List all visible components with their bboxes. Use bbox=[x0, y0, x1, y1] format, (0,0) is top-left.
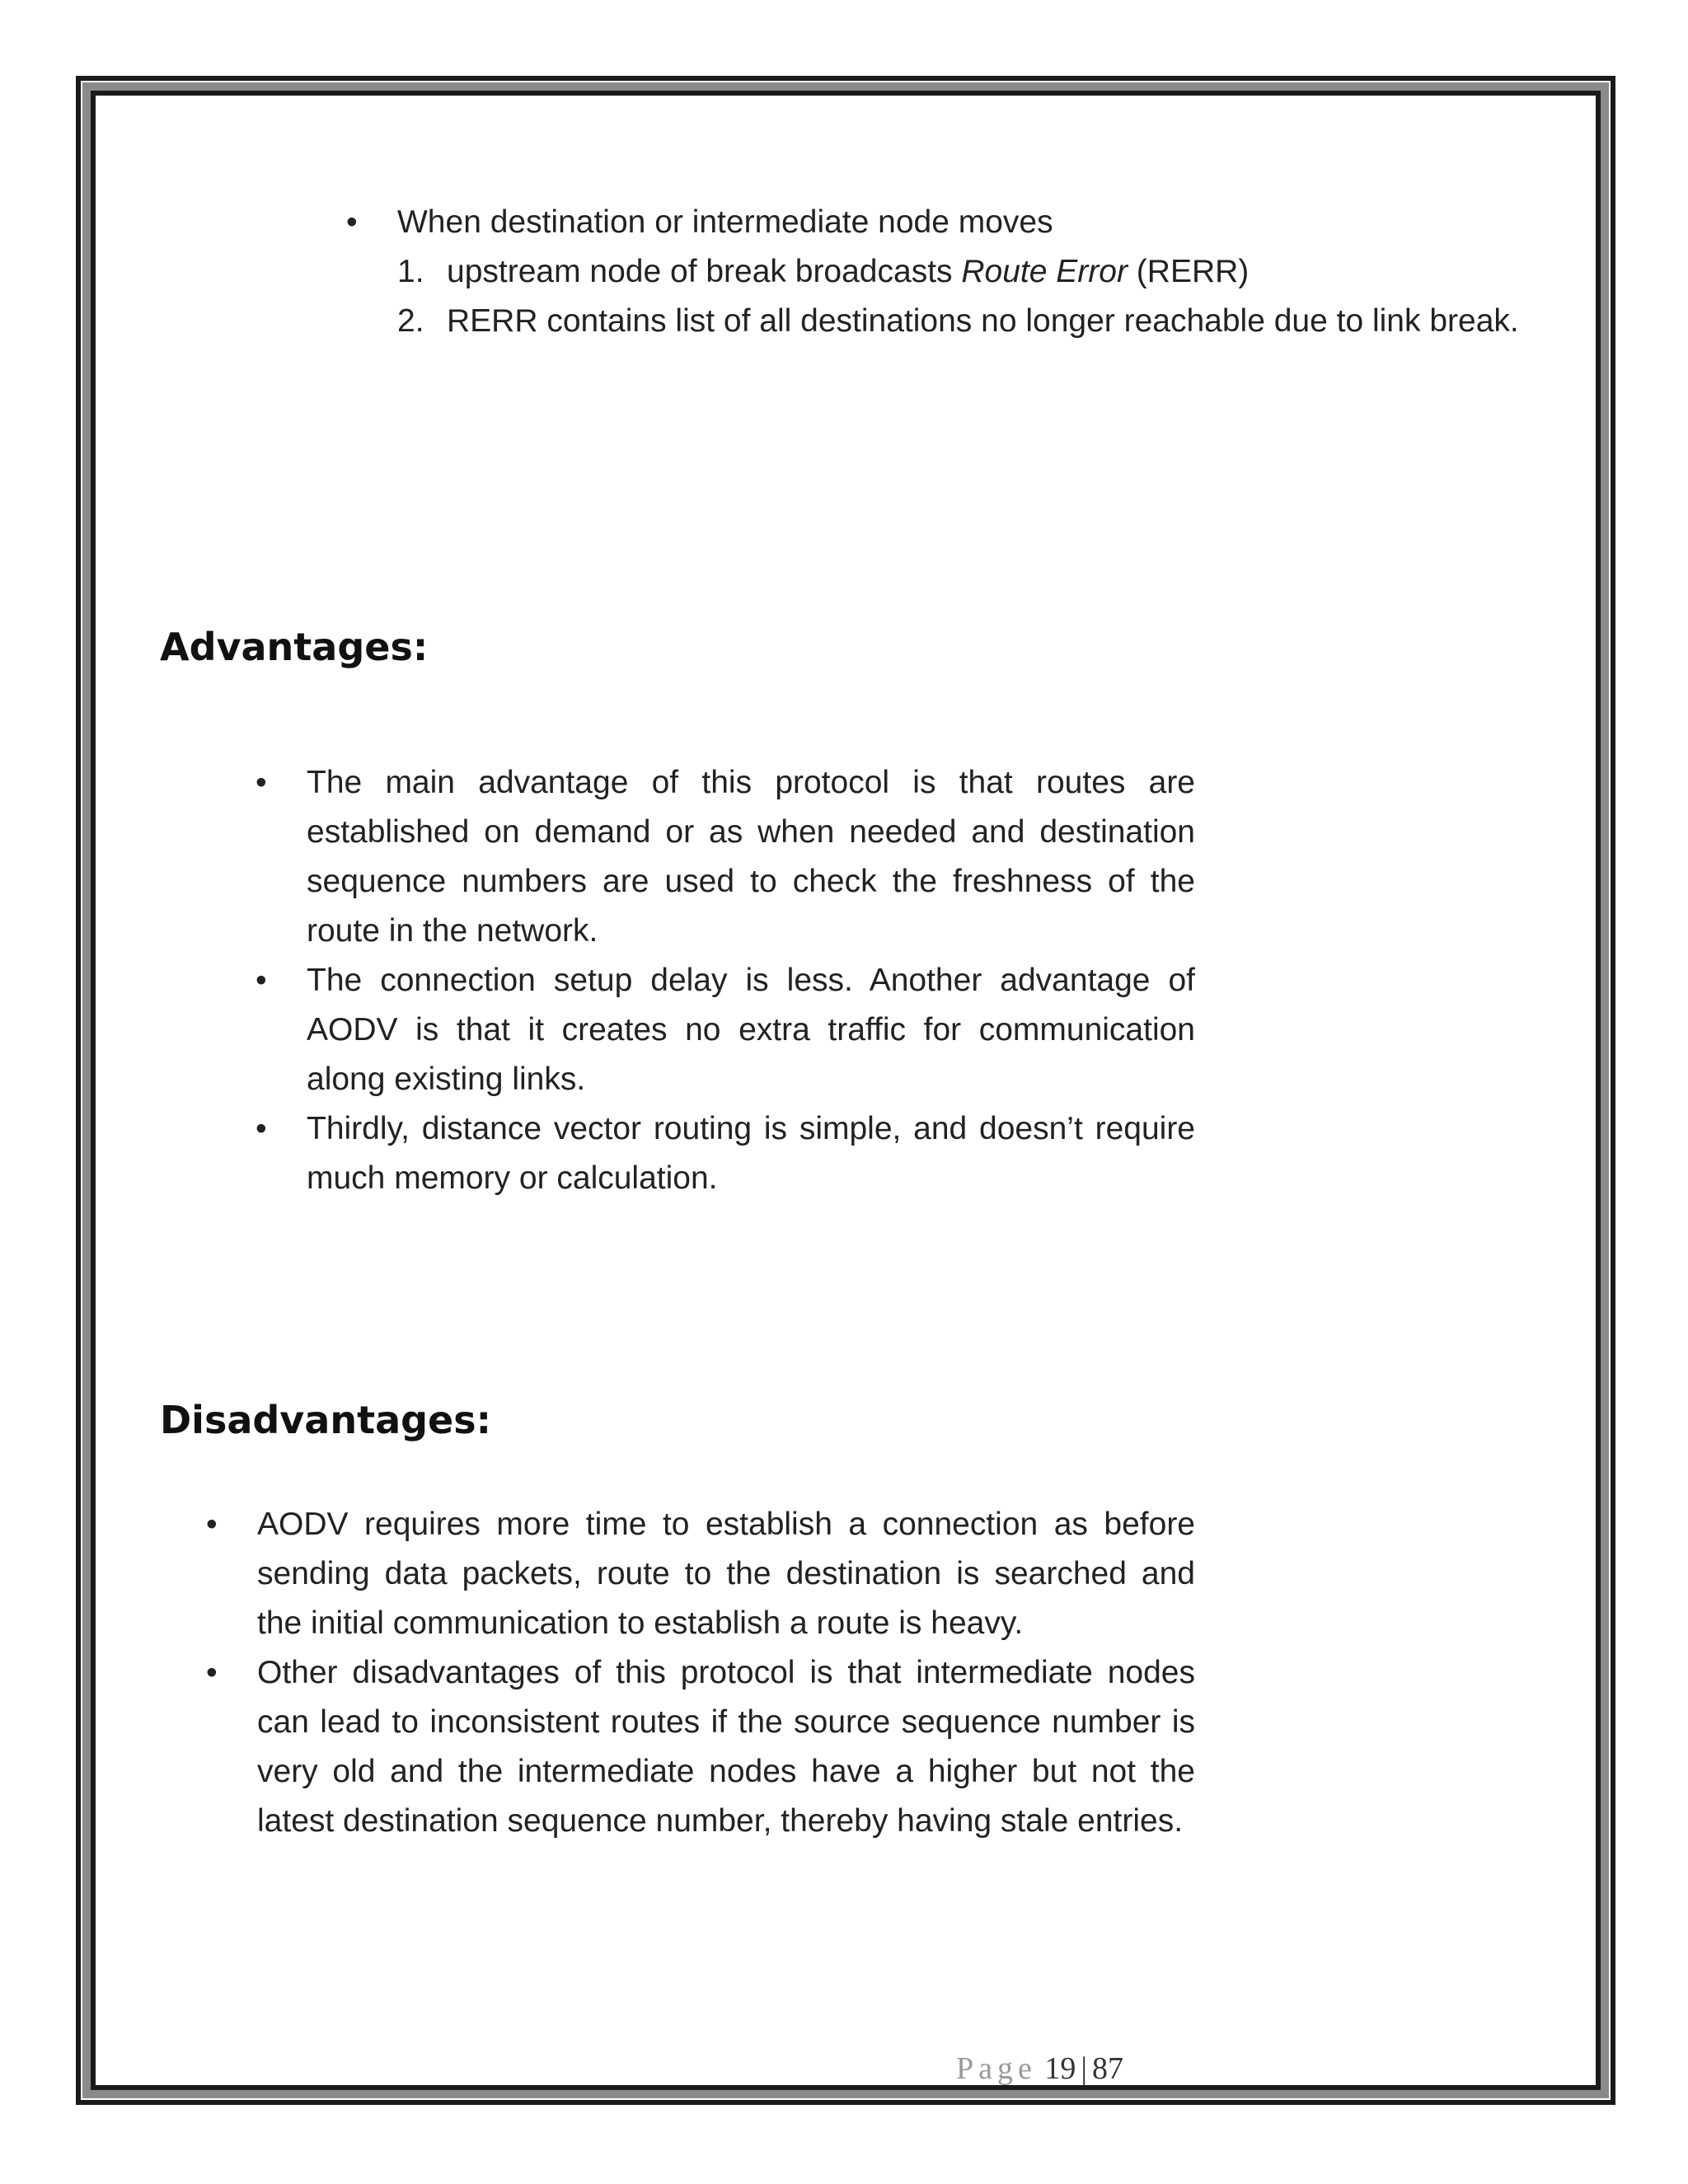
list-item bbox=[206, 1648, 1195, 1846]
bullet-icon: • bbox=[206, 1655, 218, 1690]
page-label: Page bbox=[956, 2051, 1037, 2086]
bullet-icon: • bbox=[256, 963, 267, 998]
list-item-text: When destination or intermediate node moves bbox=[397, 204, 1053, 240]
list-item bbox=[256, 1104, 1195, 1203]
bullet-icon: • bbox=[256, 765, 267, 800]
disadvantages-heading: Disadvantages: bbox=[160, 1398, 492, 1442]
list-item bbox=[256, 956, 1195, 1104]
item-text: RERR contains list of all destinations no longer reachable due to link break. bbox=[447, 303, 1519, 339]
bullet-icon: • bbox=[346, 204, 358, 240]
disadvantages-list bbox=[206, 1500, 1195, 1846]
item-text-after: (RERR) bbox=[1127, 254, 1250, 289]
list-item bbox=[346, 198, 1533, 247]
numbered-list bbox=[397, 247, 1533, 346]
item-emphasis: Route Error bbox=[961, 254, 1128, 289]
advantages-heading: Advantages: bbox=[160, 625, 429, 669]
list-item bbox=[256, 758, 1195, 956]
list-item-text: The connection setup delay is less. Another advantage of AODV is that it creates no extra traffic for communication along existing links. bbox=[307, 963, 1195, 1097]
bullet-icon: • bbox=[256, 1111, 267, 1146]
item-text: upstream node of break broadcasts bbox=[447, 254, 962, 289]
page-separator: | bbox=[1081, 2051, 1087, 2086]
list-item-text: AODV requires more time to establish a connection as before sending data packets, route to the destination is searched and the initial communication to establish a route is heavy. bbox=[257, 1507, 1195, 1641]
item-number: 1. bbox=[397, 254, 424, 289]
list-item-text: The main advantage of this protocol is that routes are established on demand or as when needed and destination sequence numbers are used to check the freshness of the route in the network. bbox=[307, 765, 1195, 949]
total-pages: 87 bbox=[1091, 2051, 1123, 2086]
item-number: 2. bbox=[397, 303, 424, 339]
numbered-item bbox=[397, 247, 1533, 297]
list-item-text: Thirdly, distance vector routing is simple, and doesn’t require much memory or calculation. bbox=[307, 1111, 1195, 1196]
page-footer bbox=[956, 2050, 1123, 2087]
route-error-section bbox=[346, 198, 1533, 346]
bullet-icon: • bbox=[206, 1507, 218, 1542]
list-item bbox=[206, 1500, 1195, 1648]
numbered-item bbox=[397, 297, 1533, 346]
advantages-list bbox=[256, 758, 1195, 1203]
page-number: 19 bbox=[1044, 2051, 1076, 2086]
list-item-text: Other disadvantages of this protocol is that intermediate nodes can lead to inconsistent routes if the source sequence number is very old and the intermediate nodes have a higher but not the latest destination sequence number, thereby having stale entries. bbox=[257, 1655, 1195, 1839]
